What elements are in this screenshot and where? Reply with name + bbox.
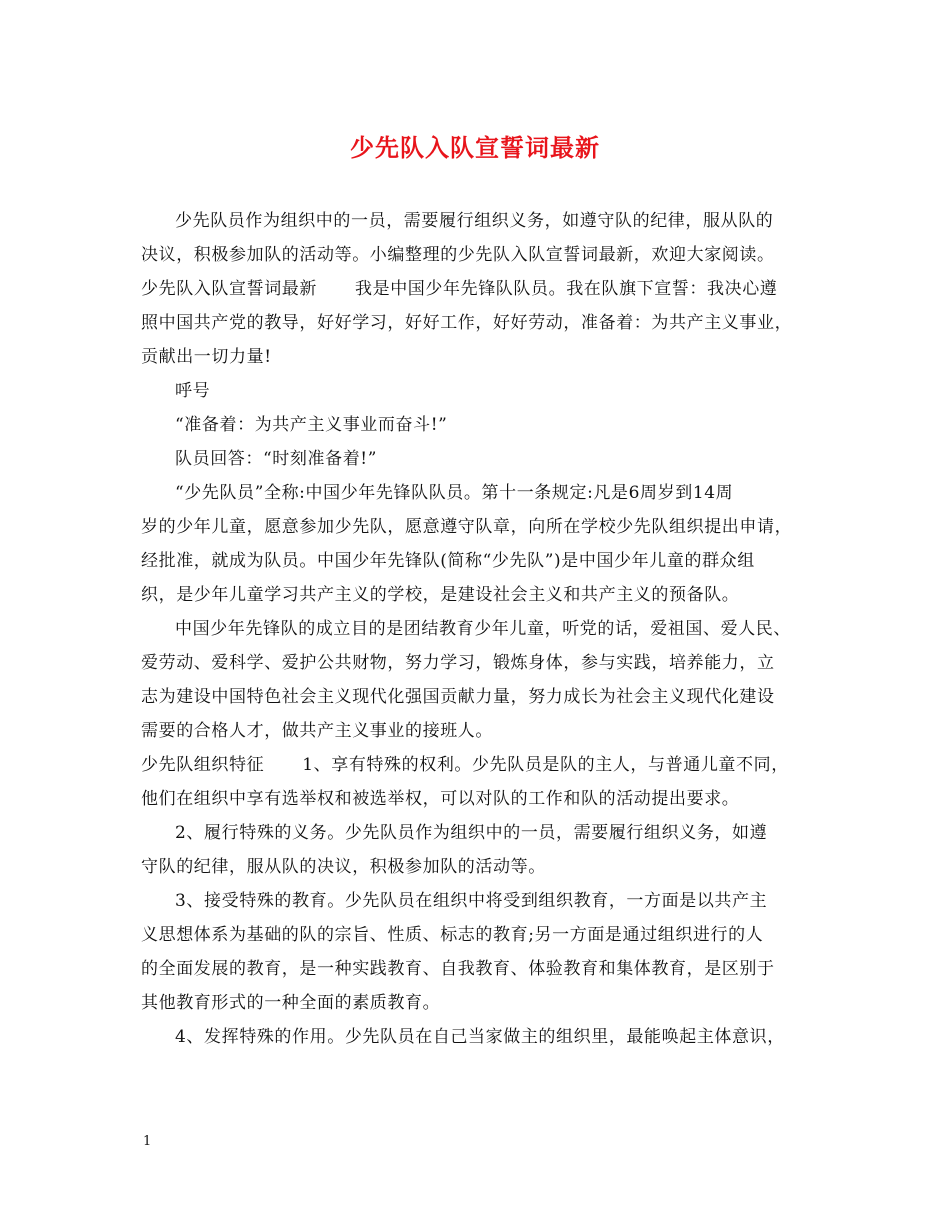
text-segment: 我是中国少年先锋队队员。我在队旗下宣誓：我决心遵 <box>355 279 778 299</box>
text-line: 决议，积极参加队的活动等。小编整理的少先队入队宣誓词最新，欢迎大家阅读。 <box>141 245 775 265</box>
text-line: 4、发挥特殊的作用。少先队员在自己当家做主的组织里，最能唤起主体意识， <box>175 1027 785 1047</box>
text-line: 2、履行特殊的义务。少先队员作为组织中的一员，需要履行组织义务，如遵 <box>175 823 768 843</box>
text-line: 少先队员作为组织中的一员，需要履行组织义务，如遵守队的纪律，服从队的 <box>175 211 774 231</box>
text-line: 3、接受特殊的教育。少先队员在组织中将受到组织教育，一方面是以共产主 <box>175 891 768 911</box>
page-number: 1 <box>143 1134 152 1149</box>
document-title: 少先队入队宣誓词最新 <box>350 133 600 162</box>
text-line: 守队的纪律，服从队的决议，积极参加队的活动等。 <box>141 857 546 877</box>
text-line: 中国少年先锋队的成立目的是团结教育少年儿童，听党的话，爱祖国、爱人民、 <box>175 619 791 639</box>
text-line: 其他教育形式的一种全面的素质教育。 <box>141 993 441 1013</box>
text-line: 队员回答：“时刻准备着!” <box>175 449 378 469</box>
section-heading: 少先队组织特征 <box>141 755 265 775</box>
text-line: “少先队员”全称:中国少年先锋队队员。第十一条规定:凡是6周岁到14周 <box>175 483 734 503</box>
text-line: 织，是少年儿童学习共产主义的学校，是建设社会主义和共产主义的预备队。 <box>141 585 740 605</box>
section-heading: 少先队入队宣誓词最新 <box>141 279 317 299</box>
text-line: 爱劳动、爱科学、爱护公共财物，努力学习，锻炼身体，参与实践，培养能力，立 <box>141 653 775 673</box>
text-segment: 1、享有特殊的权利。少先队员是队的主人，与普通儿童不同， <box>302 755 789 775</box>
text-line: 义思想体系为基础的队的宗旨、性质、标志的教育;另一方面是通过组织进行的人 <box>141 925 764 945</box>
text-line: 贡献出一切力量! <box>141 347 272 367</box>
text-line: 经批准，就成为队员。中国少年先锋队(简称“少先队”)是中国少年儿童的群众组 <box>141 551 755 571</box>
text-line: 志为建设中国特色社会主义现代化强国贡献力量，努力成长为社会主义现代化建设 <box>141 687 775 707</box>
text-line: 岁的少年儿童，愿意参加少先队，愿意遵守队章，向所在学校少先队组织提出申请， <box>141 517 793 537</box>
text-line: 呼号 <box>175 381 211 401</box>
document-body <box>141 204 813 1054</box>
text-line: 的全面发展的教育，是一种实践教育、自我教育、体验教育和集体教育，是区别于 <box>141 959 775 979</box>
text-line: 他们在组织中享有选举权和被选举权，可以对队的工作和队的活动提出要求。 <box>141 789 740 809</box>
text-line <box>141 272 813 306</box>
text-line: 需要的合格人才，做共产主义事业的接班人。 <box>141 721 493 741</box>
text-line: 照中国共产党的教导，好好学习，好好工作，好好劳动，准备着：为共产主义事业， <box>141 313 793 333</box>
text-line <box>141 748 813 782</box>
text-line: “准备着：为共产主义事业而奋斗!” <box>175 415 448 435</box>
